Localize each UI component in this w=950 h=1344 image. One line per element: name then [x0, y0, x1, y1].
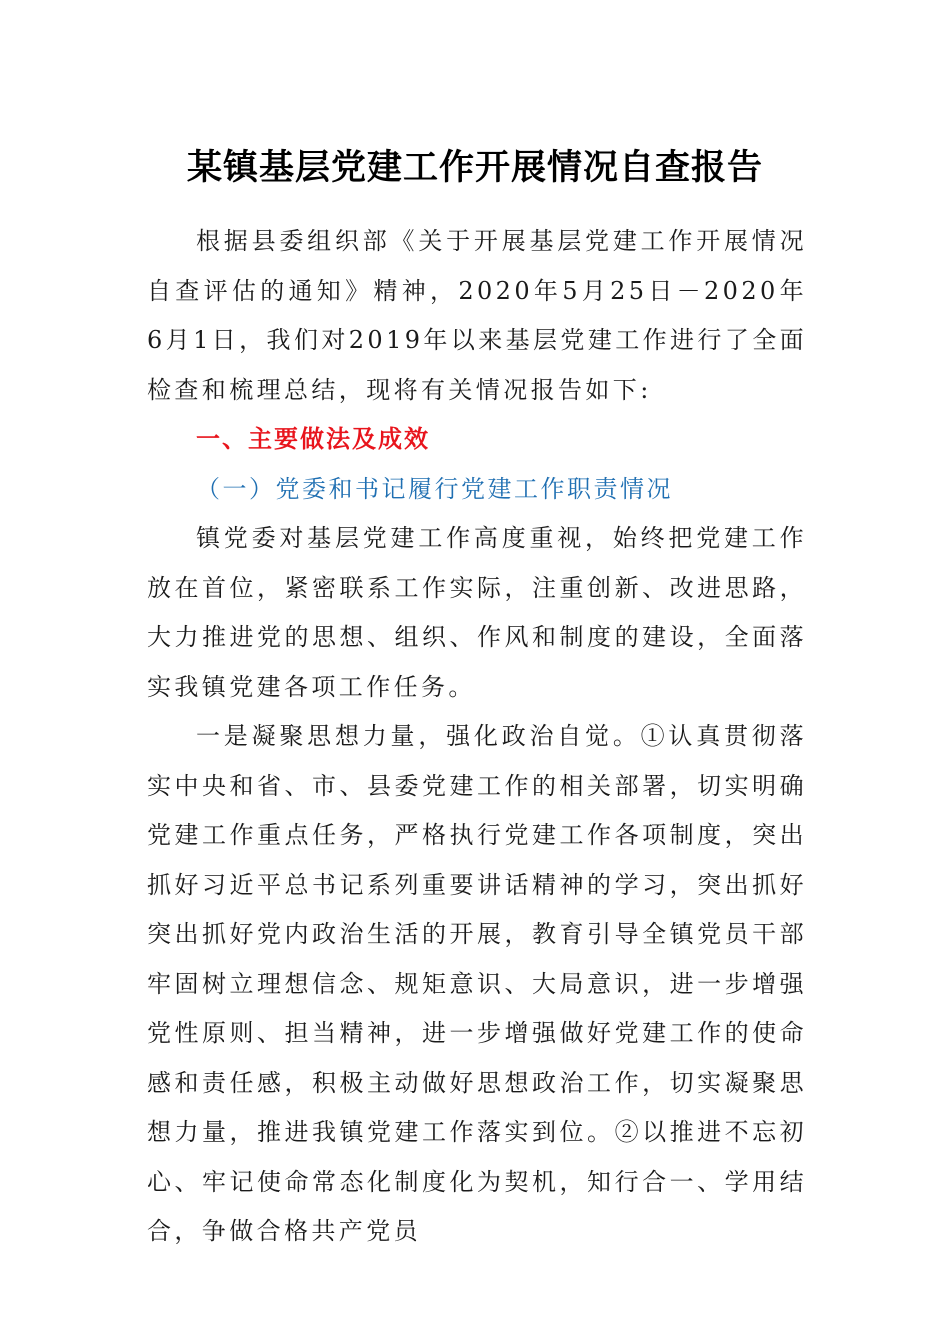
document-title: 某镇基层党建工作开展情况自查报告 [186, 147, 763, 188]
intro-paragraph: 根据县委组织部《关于开展基层党建工作开展情况自查评估的通知》精神，2020年5月25日－2020年6月1日，我们对2019年以来基层党建工作进行了全面检查和梳理总结，现将有关情况报告如下: [147, 227, 808, 404]
body-paragraph: 镇党委对基层党建工作高度重视，始终把党建工作放在首位，紧密联系工作实际，注重创新、改进思路，大力推进党的思想、组织、作风和制度的建设，全面落实我镇党建各项工作任务。 [147, 524, 807, 701]
section-heading: 一、主要做法及成效 [196, 425, 430, 453]
subsection-heading: （一）党委和书记履行党建工作职责情况 [196, 474, 673, 503]
body-paragraph: 一是凝聚思想力量，强化政治自觉。①认真贯彻落实中央和省、市、县委党建工作的相关部署，切实明确党建工作重点任务，严格执行党建工作各项制度，突出抓好习近平总书记系列重要讲话精神的学习，突出抓好突出抓好党内政治生活的开展，教育引导全镇党员干部牢固树立理想信念、规矩意识、大局意识，进一步增强党性原则、担当精神，进一步增强做好党建工作的使命感和责任感，积极主动做好思想政治工作，切实凝聚思想力量，推进我镇党建工作落实到位。②以推进不忘初心、牢记使命常态化制度化为契机，知行合一、学用结合，争做合格共产党员 [147, 722, 807, 1245]
document-body [147, 217, 807, 1257]
